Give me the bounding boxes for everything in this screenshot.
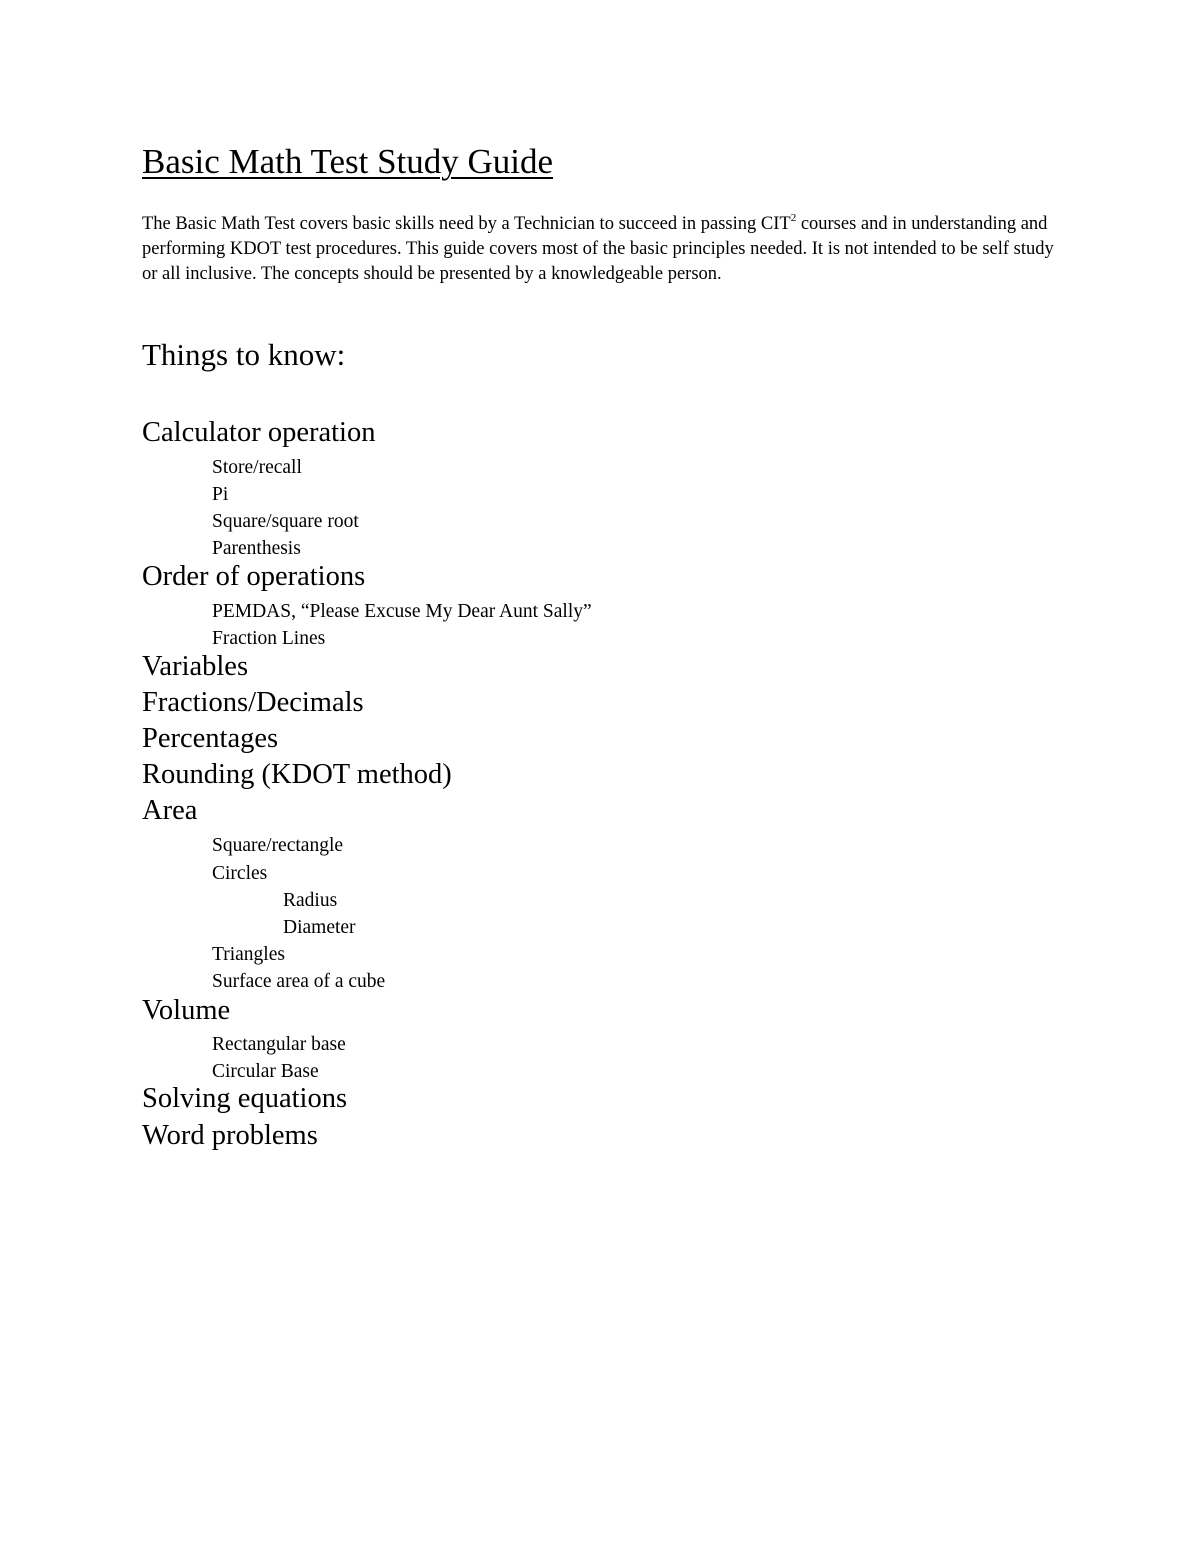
outline-subtopic: Circular Base (212, 1061, 319, 1082)
outline-subsubtopic: Radius (283, 890, 338, 911)
outline-subtopic: Square/square root (212, 511, 359, 532)
outline-subsubtopic: Diameter (283, 917, 356, 938)
outline-topic: Rounding (KDOT method) (142, 759, 452, 790)
document-title: Basic Math Test Study Guide (142, 142, 554, 181)
outline-subtopic: Circles (212, 863, 268, 884)
outline-topic: Solving equations (142, 1083, 348, 1114)
outline-topic: Word problems (142, 1120, 318, 1151)
section-heading: Things to know: (142, 337, 346, 372)
outline-topic: Fractions/Decimals (142, 687, 364, 718)
outline-subtopic: Square/rectangle (212, 835, 344, 856)
outline-subtopic: Fraction Lines (212, 628, 326, 649)
outline-topic: Percentages (142, 723, 279, 754)
outline-subtopic: PEMDAS, “Please Excuse My Dear Aunt Sally” (212, 601, 592, 622)
outline-topic: Volume (142, 995, 231, 1026)
intro-text-start: The Basic Math Test covers basic skills need by a Technician to succeed in passing CIT (142, 214, 791, 234)
outline-subtopic: Surface area of a cube (212, 971, 386, 992)
outline-subtopic: Triangles (212, 944, 285, 965)
intro-superscript: 2 (790, 212, 797, 224)
intro-text-end: courses and in understanding and performing KDOT test procedures. This guide covers most of the basic principles needed. It is not intended to be self study or all inclusive. The concepts should be presented by a knowledgeable person. (142, 214, 1054, 284)
outline-topic: Area (142, 795, 198, 826)
intro-paragraph (142, 212, 1062, 287)
outline-subtopic: Store/recall (212, 457, 302, 478)
outline-subtopic: Rectangular base (212, 1034, 346, 1055)
outline-subtopic: Pi (212, 484, 229, 505)
outline-subtopic: Parenthesis (212, 538, 301, 559)
outline-topic: Calculator operation (142, 417, 376, 448)
outline-topic: Variables (142, 651, 249, 682)
outline-topic: Order of operations (142, 561, 366, 592)
